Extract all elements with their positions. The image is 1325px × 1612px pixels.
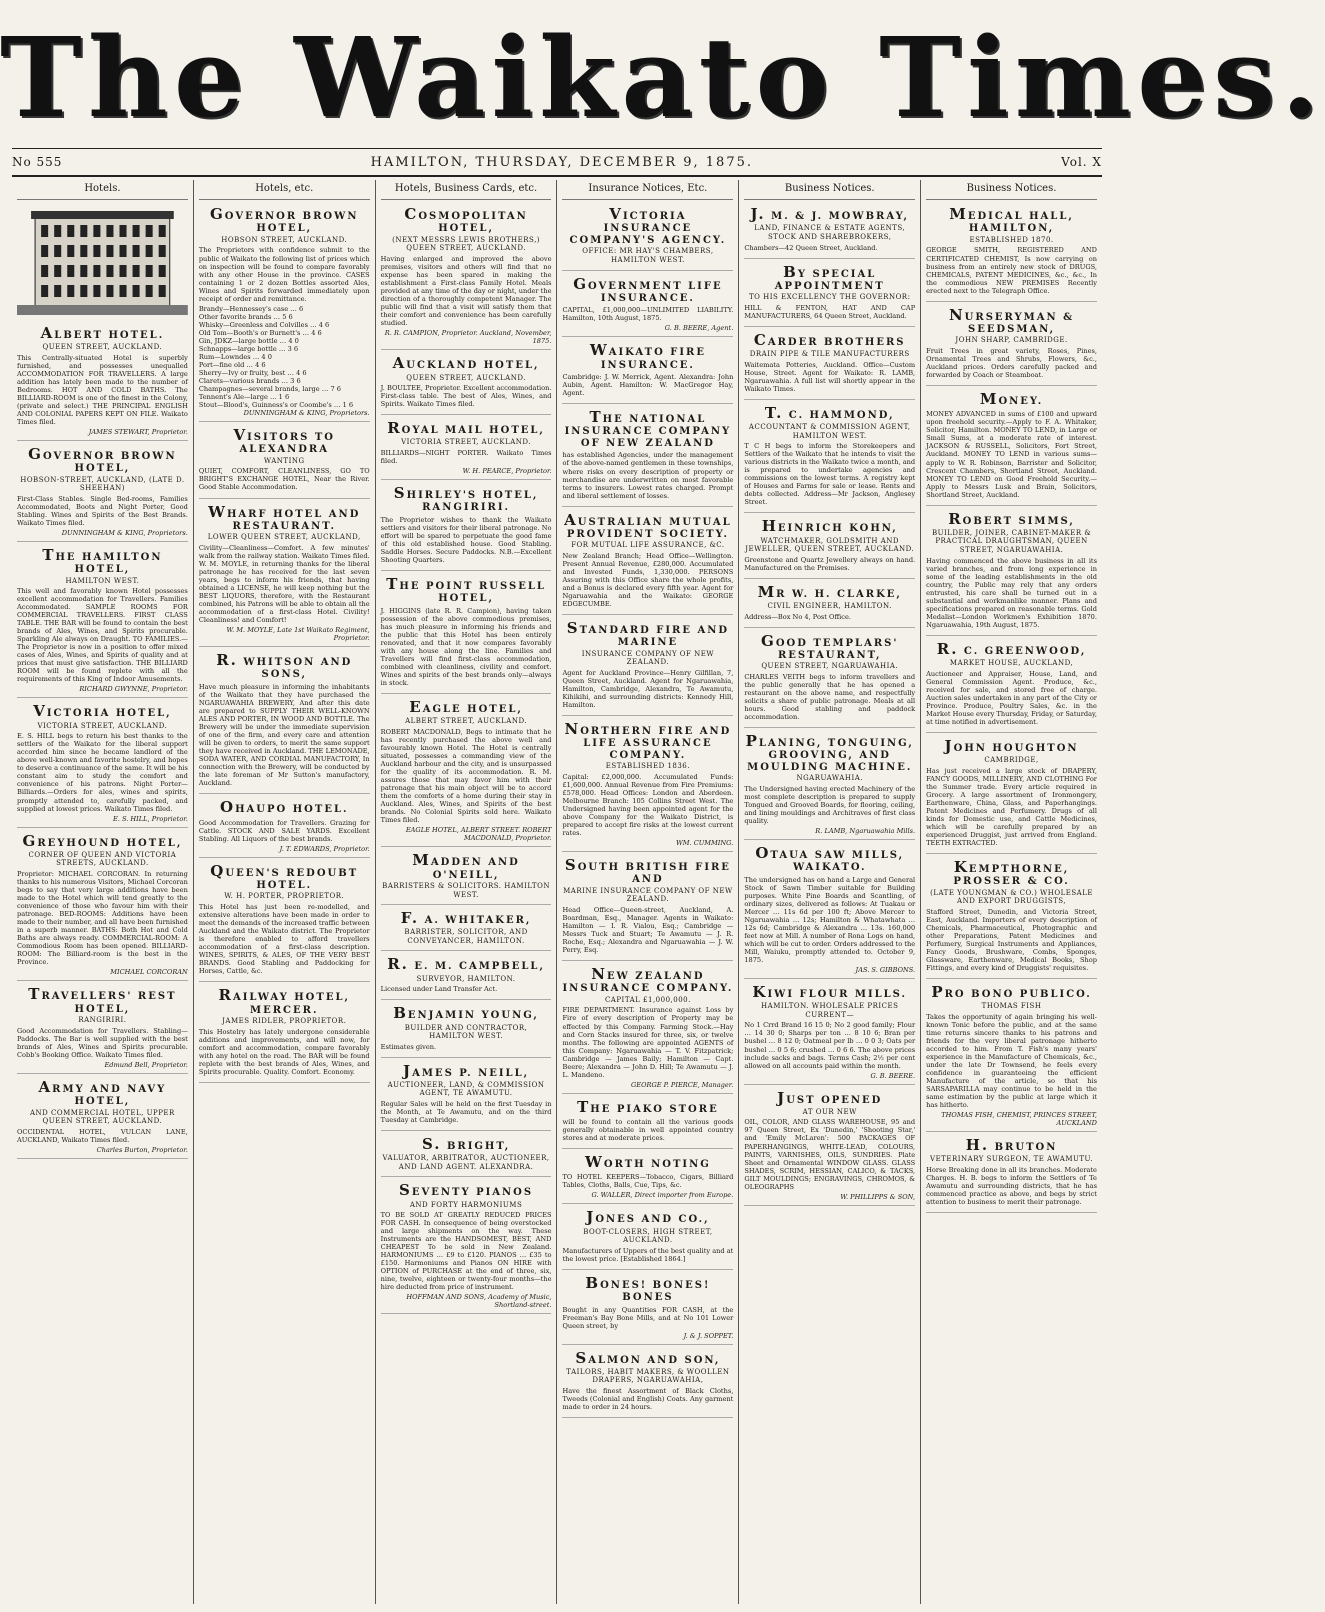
advertisement (562, 963, 733, 1094)
ad-title: H. BRUTON (965, 1136, 1058, 1155)
ad-body: Having commenced the above business in all its varied branches, and from long experience in some of the leading establishments in the old country, the Public may rely that any orders entrusted, his care shall be turned out in a substantial and workmanlike manner. Plans and specifications prepared on reasonable terms. Gold Medalist—London Workmen's Exhibition 1870. Ngaruawahia, 19th August, 1875. (926, 556, 1097, 629)
ad-body: Civility—Cleanliness—Comfort. A few minutes' walk from the railway station. Waikato Times filed. W. M. MOYLE, in returning thanks for the liberal patronage he has received for the last seven years, begs to inform his friends, that having obtained a LICENSE, he will keep nothing but the BEST LIQUORS, therefore, with the Restaurant combined, his Patrons will be able to obtain all the accommodation of a first-class Hotel. Civility! Cleanliness! and Comfort! (198, 543, 370, 625)
ad-title: S. BRIGHT, (421, 1135, 511, 1153)
ad-body: E. S. HILL begs to return his best thanks to the settlers of the Waikato for the liberal support accorded him since he became landlord of the above well-known and favorite hostelry, and hopes to deserve a continuance of the same. It will be his constant aim to study the comfort and convenience of his patrons. Night Porter—Billiards.—Orders for ales, wines and spirits, promptly attended to, carefully packed, and supplied at lowest prices. Waikato Times filed. (17, 732, 188, 813)
column-4 (557, 180, 739, 1604)
ad-body: QUIET, COMFORT, CLEANLINESS, GO TO BRIGHT'S EXCHANGE HOTEL, Near the River. Good Stable Accommodation. (198, 467, 370, 492)
ad-body: Capital: £2,000,000. Accumulated Funds: £1,600,000. Annual Revenue from Fire Premiums: £578,000. Head Offices: London and Aberdeen. Melbourne Branch: 105 Collins Street West. The Undersigned having been appointed agent for the above Company for the Waikato District, is prepared to accept fire risks at the lowest current rates. (562, 772, 734, 838)
advertisement (17, 1076, 188, 1159)
ad-title: PRO BONO PUBLICO. (931, 982, 1092, 1001)
ad-body: Agent for Auckland Province—Henry Gilfillan, 7, Queen Street, Auckland. Agent for Ngaruawahia, Hamilton, Cambridge, Alexandra, Te Awamutu, Kihikihi, and surrounding districts: Kennedy Hill, Hamilton. (562, 668, 734, 710)
ad-title: TRAVELLERS' REST HOTEL, (28, 985, 177, 1015)
ad-title: KIWI FLOUR MILLS. (752, 983, 908, 1002)
ad-title: JONES AND CO., (586, 1208, 710, 1227)
ad-signature: DUNNINGHAM & KING, Proprietors. (243, 409, 370, 418)
columns (12, 180, 1102, 1604)
ad-title: QUEEN'S REDOUBT HOTEL. (210, 861, 359, 891)
ad-subtitle: CIVIL ENGINEER, HAMILTON. (767, 601, 892, 610)
ad-title: ROYAL MAIL HOTEL, (387, 419, 545, 438)
hotel-engraving-image (17, 205, 188, 315)
ad-body: Auctioneer and Appraiser, House, Land, and General Commission Agent. Produce, &c., received for sale, and stored free of charge. Auction sales undertaken in any part of the City or Province. Produce, Poultry Sales, &c. in the Market House every Thursday, Friday, or Saturday, at time notified in advertisement. (926, 669, 1097, 726)
ad-subtitle: HAMILTON. WHOLESALE PRICES CURRENT— (761, 1002, 899, 1019)
advertisement (199, 203, 370, 422)
advertisement (381, 417, 552, 480)
ad-title: VICTORIA HOTEL, (33, 702, 172, 721)
ad-subtitle: QUEEN STREET, AUCKLAND. (406, 373, 526, 382)
ad-body: New Zealand Branch; Head Office—Wellington. Present Annual Revenue, £280,000. Accumulated and Invested Funds, 1,330,000. PERSONS Assuring with this Office share the whole profits, and a Bonus is declared every fifth year. Agent for Ngaruawahia and the Waikato: GEORGE EDGECUMBE. (562, 551, 734, 609)
issue-number: No 555 (12, 155, 63, 169)
ad-subtitle: VETERINARY SURGEON, TE AWAMUTU. (930, 1155, 1094, 1164)
ad-body: CHARLES VEITH begs to inform travellers and the public generally that he has opened a restaurant on the above name, and respectfully solicits a share of public patronage. Meals at all hours. Good stabling and paddock accommodation. (744, 672, 916, 721)
price-row: Tennent's Ale—large … 1 6 (198, 393, 290, 402)
ad-signature: GEORGE P. PIERCE, Manager. (631, 1080, 734, 1089)
ad-body: Manufacturers of Uppers of the best quality and at the lowest price. [Established 1864.] (562, 1246, 734, 1263)
ad-title: OHAUPO HOTEL. (220, 798, 349, 817)
advertisement (562, 854, 733, 961)
advertisement (17, 544, 188, 699)
price-row: Schnapps—large bottle … 3 6 (198, 344, 299, 353)
ad-signature: JAS. S. GIBBONS. (855, 966, 916, 975)
price-row: Stout—Blood's, Guinness's or Coombe's … 1 6 (198, 401, 354, 410)
ad-subtitle: AND FORTY HARMONIUMS (409, 1200, 523, 1209)
ad-body: FIRE DEPARTMENT. Insurance against Loss by Fire of every description of Property may be effected by this Company. Farming Stock.—Hay and Corn Stacks insured for three, six, or twelve months. The following are appointed AGENTS of this Company: Ngaruawahia — T. V. Fitzpatrick; Cambridge — James Baily; Hamilton — Capt. Beere; Alexandra — John D. Hill; Te Awamutu — J. L. Mandeno. (562, 1006, 734, 1079)
ad-title: WAIKATO FIRE INSURANCE. (589, 341, 706, 371)
ad-body: Cambridge: J. W. Merrick, Agent. Alexandra: John Aubin, Agent. Hamilton: W. MacGregor Hay, Agent. (562, 373, 734, 398)
advertisement (17, 443, 188, 542)
ad-signature: HOFFMAN AND SONS, Academy of Music, Shortland-street. (406, 1293, 552, 1310)
ad-signature: E. S. HILL, Proprietor. (112, 814, 188, 823)
ad-body: This Hotel has just been re-modelled, and extensive alterations have been made in order to meet the demands of the increased traffic between Auckland and the Waikato district. The Proprietor is therefore enabled to afford travellers accommodation of a first-class description. WINES, SPIRITS, & ALES, OF THE VERY BEST BRANDS. Good Stabling and Paddocking for Horses, Cattle, &c. (198, 902, 370, 976)
ad-title: THE POINT RUSSELL HOTEL, (386, 575, 546, 605)
advertisement (744, 581, 915, 628)
ad-body: Good Accommodation for Travellers. Grazing for Cattle. STOCK AND SALE YARDS. Excellent Stabling. All Liquors of the best brands. (198, 818, 370, 843)
advertisement (199, 860, 370, 983)
column-heading: Hotels. (17, 180, 188, 200)
ad-subtitle: RANGIRIRI. (78, 1016, 127, 1025)
ad-title: AUCKLAND HOTEL, (392, 354, 540, 373)
advertisement (562, 1096, 733, 1149)
ad-subtitle: LAND, FINANCE & ESTATE AGENTS, STOCK AND SHAREBROKERS, (754, 224, 906, 241)
ad-signature: G. WALLER, Direct importer from Europe. (591, 1191, 734, 1200)
advertisement (744, 203, 915, 258)
advertisement (744, 842, 915, 979)
ad-title: GREYHOUND HOTEL, (22, 831, 183, 850)
advertisement (199, 649, 370, 794)
ad-body: Good Accommodation for Travellers. Stabling—Paddocks. The Bar is well supplied with the best brands of Ales, Wines and Spirits procurable. Cobb's Booking Office. Waikato Times filed. (17, 1026, 188, 1059)
ad-body: OIL, COLOR, AND GLASS WAREHOUSE, 95 and 97 Queen Street, Ex 'Dunedin,' 'Shooting Star,' and 'Emily McLaren': 500 PACKAGES OF PAPERHANGINGS, WHITE-LEAD, COLOURS, PAINTS, VARNISHES, OILS, SUNDRIES. Plate Sheet and Ornamental WINDOW GLASS. GLASS SHADES, SCRIM, HESSIAN, CALICO, & TACKS, GILT MOULDINGS; ENGRAVINGS, CHROMOS, & OLEOGRAPHS (744, 1118, 916, 1191)
advertisement (926, 981, 1097, 1132)
ad-title: BY SPECIAL APPOINTMENT (774, 262, 885, 292)
ad-body: Estimates given. (380, 1042, 437, 1051)
ad-title: F. A. WHITAKER, (400, 909, 532, 928)
column-6 (921, 180, 1102, 1604)
price-row: Gin, JDKZ—large bottle … 4 0 (198, 336, 299, 345)
ad-title: JUST OPENED (777, 1088, 883, 1107)
advertisement (381, 849, 552, 905)
ad-title: WHARF HOTEL AND RESTAURANT. (208, 502, 361, 532)
ad-body: Having enlarged and improved the above premises, visitors and others will find that no expense has been spared in making the establishment a First-class Family Hotel. Meals provided at any time of the day or night, under the direction of a thoroughly competent Manager. The public will find that a visit will satisfy them that their comfort and convenience has been carefully studied. (380, 255, 552, 328)
ad-signature: JAMES STEWART, Proprietor. (88, 427, 188, 436)
ad-title: THE HAMILTON HOTEL, (42, 545, 163, 576)
advertisement (562, 718, 733, 852)
ad-body: TO BE SOLD AT GREATLY REDUCED PRICES FOR CASH. In consequence of being overstocked and large shipments on the way. These Instruments are the HANDSOMEST, BEST, AND CHEAPEST To be sold in New Zealand. HARMONIUMS … £9 to £120. PIANOS … £35 to £150. Harmoniums and Pianos ON HIRE with OPTION of PURCHASE at the end of three, six, nine, twelve, eighteen or twenty-four months—the hire deducted from price of instrument. (380, 1211, 552, 1292)
advertisement (199, 984, 370, 1082)
ad-title: NEW ZEALAND INSURANCE COMPANY. (562, 965, 734, 995)
advertisement (562, 617, 733, 716)
ad-title: SEVENTY PIANOS (399, 1181, 534, 1200)
ad-body: CAPITAL, £1,000,000—UNLIMITED LIABILITY. Hamilton, 10th August, 1875. (562, 306, 734, 323)
ad-body: Horse Breaking done in all its branches. Moderate Charges. H. B. begs to inform the Settlers of Te Awamutu and surrounding districts, that he has commenced practice as above, and begs by strict attention to business to merit their patronage. (926, 1165, 1097, 1207)
ad-body: Head Office—Queen-street, Auckland, A. Boardman, Esq., Manager. Agents in Waikato: Hamilton — I. R. Vialou, Esq.; Cambridge — Messrs Tuck and Stuart; Te Awamutu — J. R. Roche, Esq.; Alexandra and Ngaruawahia — J. W. Perry, Esq. (562, 905, 734, 955)
ad-title: GOVERNOR BROWN HOTEL, (209, 205, 359, 235)
ad-title: EAGLE HOTEL, (409, 698, 523, 717)
advertisement (744, 1087, 915, 1206)
ad-subtitle: AT OUR NEW (802, 1107, 857, 1116)
ad-title: JOHN HOUGHTON (944, 736, 1079, 755)
ad-signature: G. B. BEERE. (870, 1071, 916, 1080)
advertisement (562, 1272, 733, 1345)
advertisement (562, 203, 733, 270)
ad-signature: G. B. BEERE, Agent. (664, 324, 734, 333)
ad-subtitle: ESTABLISHED 1870. (969, 235, 1054, 244)
advertisement (744, 515, 915, 578)
ad-body: J. HIGGINS (late R. R. Campion), having taken possession of the above commodious premises, has much pleasure in informing his friends and the public that this Hotel has been entirely renovated, and that it now compares favorably with any house along the line. Families and Travellers will find first-class accommodation, combined with cleanliness, civility and comfort. Wines and spirits of the best brands only—always in stock. (380, 606, 552, 688)
ad-body: has established Agencies, under the management of the above-named gentlemen in these townships, where risks on every description of property or merchandise are underwritten on most favorable terms to insurers. Lowest rates charged. Prompt and liberal settlement of losses. (562, 451, 734, 500)
advertisement (926, 388, 1097, 506)
ad-body: Chambers—42 Queen Street, Auckland. (744, 243, 878, 252)
advertisement (381, 482, 552, 571)
ad-subtitle: NGARUAWAHIA. (796, 774, 863, 783)
ad-title: CARDER BROTHERS (753, 330, 906, 349)
ad-signature: W. H. PEARCE, Proprietor. (462, 467, 552, 476)
ad-signature: W. M. MOYLE, Late 1st Waikato Regiment, Proprietor. (226, 626, 370, 643)
ad-title: ROBERT SIMMS, (948, 509, 1075, 528)
ad-subtitle: WATCHMAKER, GOLDSMITH AND JEWELLER, QUEEN STREET, AUCKLAND. (745, 536, 915, 554)
issue-date: HAMILTON, THURSDAY, DECEMBER 9, 1875. (370, 154, 753, 170)
ad-title: STANDARD FIRE AND MARINE (566, 619, 730, 649)
ad-title: GOOD TEMPLARS' RESTAURANT, (761, 631, 899, 661)
ad-subtitle: LOWER QUEEN STREET, AUCKLAND, (207, 533, 361, 542)
ad-body: Fruit Trees in great variety, Roses, Pines, Ornamental Trees and Shrubs, Flowers, &c., Auckland prices. Orders carefully packed and forwarded by Coach or Steamboat. (926, 346, 1097, 380)
ad-subtitle: (LATE YOUNGMAN & CO.) WHOLESALE AND EXPORT DRUGGISTS, (930, 888, 1093, 906)
ad-title: PLANING, TONGUING, GROOVING, AND MOULDING MACHINE. (745, 732, 914, 773)
advertisement (926, 735, 1097, 854)
advertisement (744, 730, 915, 840)
price-row: Whisky—Greenless and Colvilles … 4 6 (198, 320, 330, 329)
ad-title: MEDICAL HALL, HAMILTON, (949, 205, 1074, 235)
column-1 (12, 180, 194, 1604)
price-row: Brandy—Hennessey's case … 6 (198, 304, 304, 313)
ad-body: ROBERT MACDONALD, Begs to intimate that he has recently purchased the above well and favourably known Hotel. The Hotel is centrally situated, possesses a commanding view of the Auckland harbour and the city, and is unsurpassed for the quality of its accommodation. R. M. assures those that may favor him with their patronage that his main object will be to accord them the comforts of a home during their stay in Auckland. Ales, Wines, and Spirits of the best brands. No Colonial Spirits sold here. Waikato Times filed. (380, 727, 552, 825)
advertisement (926, 508, 1097, 636)
ad-subtitle: OFFICE: MR HAY'S CHAMBERS, HAMILTON WEST. (582, 247, 714, 264)
ad-body: Address—Box No 4, Post Office. (744, 612, 851, 621)
ad-subtitle: JAMES RIDLER, PROPRIETOR. (222, 1017, 347, 1025)
ad-title: ARMY AND NAVY HOTEL, (38, 1077, 167, 1107)
ad-title: SALMON AND SON, (575, 1348, 721, 1367)
ad-subtitle: TO HIS EXCELLENCY THE GOVERNOR: (749, 293, 911, 302)
ad-subtitle: DRAIN PIPE & TILE MANUFACTURERS (749, 350, 910, 359)
masthead-title: The Waikato Times. (0, 13, 1325, 142)
price-row: Clarets—various brands … 3 6 (198, 376, 301, 385)
ad-subtitle: HAMILTON WEST. (65, 576, 140, 585)
ad-title: J. M. & J. MOWBRAY, (750, 205, 909, 224)
ad-subtitle: ESTABLISHED 1836. (605, 762, 690, 771)
ad-subtitle: ACCOUNTANT & COMMISSION AGENT, HAMILTON WEST. (748, 423, 911, 440)
ad-title: AUSTRALIAN MUTUAL PROVIDENT SOCIETY. (564, 510, 732, 540)
ad-subtitle: VICTORIA STREET, AUCKLAND. (37, 721, 168, 730)
advertisement (562, 1347, 733, 1418)
ad-title: NORTHERN FIRE AND LIFE ASSURANCE COMPANY. (564, 720, 732, 761)
ad-title: JAMES P. NEILL, (403, 1061, 530, 1080)
ad-subtitle: TAILORS, HABIT MAKERS, & WOOLLEN DRAPERS, NGARUAWAHIA, (566, 1367, 730, 1385)
ad-subtitle: HOBSON STREET, AUCKLAND. (221, 235, 348, 244)
ad-body: Proprietor: MICHAEL CORCORAN. In returning thanks to his numerous Visitors, Michael Corcoran begs to say that very large additions have been made to the Hotel which will tend greatly to the convenience of those who favour him with their patronage. BED-ROOMS: Additions have been made to their number, and all have been furnished in a superb manner. BATHS: Both Hot and Cold Baths are always ready. COMMERCIAL-ROOM: A Commodious Room has been opened. BILLIARD-ROOM: The Billiard-room is the best in the Province. (17, 869, 188, 967)
ad-title: OTAUA SAW MILLS, WAIKATO. (755, 843, 905, 874)
dateline (12, 148, 1102, 177)
ad-body: TO HOTEL KEEPERS—Tobacco, Cigars, Billiard Tables, Cloths, Balls, Cue, Tips, &c. (562, 1173, 734, 1190)
ad-subtitle: SURVEYOR, HAMILTON. (416, 974, 516, 983)
column-3 (376, 180, 558, 1604)
ad-body: This well and favorably known Hotel possesses excellent accommodation for Travellers. Families Accommodated. SAMPLE ROOMS FOR COMMERCIAL TRAVELLERS. FIRST CLASS TABLE. THE BAR will be found to contain the best brands of Ales, Wines, and Spirits procurable. Sparkling Ale always on Draught. TO FAMILIES.—The Proprietor is now in a position to offer mixed cases of Ales, Wines, and Spirits of quality and at prices that must give satisfaction. THE BILLIARD ROOM will be found replete with all the requirements of this King of Indoor Amusements. (17, 587, 188, 684)
ad-signature: EAGLE HOTEL, ALBERT STREET. ROBERT MACDONALD, Proprietor. (405, 826, 552, 843)
advertisement (17, 830, 188, 982)
ad-signature: W. PHILLIPPS & SON, (840, 1192, 916, 1201)
ad-subtitle: VALUATOR, ARBITRATOR, AUCTIONEER, AND LAND AGENT. ALEXANDRA. (382, 1154, 550, 1171)
advertisement (562, 509, 733, 616)
advertisement (17, 322, 188, 441)
ad-subtitle: W. H. PORTER, PROPRIETOR. (224, 892, 345, 901)
ad-body: Regular Sales will be held on the first Tuesday in the Month, at Te Awamutu, and on the third Tuesday at Cambridge. (380, 1099, 552, 1124)
ad-title: R. WHITSON AND SONS, (216, 651, 353, 681)
advertisement (926, 304, 1097, 386)
volume-number: Vol. X (1061, 155, 1102, 169)
ad-subtitle: QUEEN STREET, NGARUAWAHIA. (761, 662, 899, 671)
advertisement (744, 261, 915, 327)
ad-body: Bought in any Quantities FOR CASH, at the Freeman's Bay Bone Mills, and at No 101 Lower Queen street, by (562, 1305, 734, 1330)
ad-body: HILL & FENTON, HAT AND CAP MANUFACTURERS, 64 Queen Street, Auckland. (744, 303, 916, 320)
ad-subtitle: ALBERT STREET, AUCKLAND. (405, 717, 528, 726)
ad-signature: Edmund Bell, Proprietor. (104, 1060, 188, 1069)
ad-title: KEMPTHORNE, PROSSER & CO. (953, 857, 1070, 888)
ad-title: RAILWAY HOTEL, MERCER. (218, 986, 350, 1016)
column-heading: Business Notices. (926, 180, 1097, 200)
ad-body: No 1 Crrd Brand 16 15 0; No 2 good family; Flour … 14 30 0; Sharps per ton … 8 10 6; Bran per bushel … 8 12 0; Oatmeal per lb … 0 0 3; Oats per bushel … 0 5 6; crushed … 0 6 6. The above prices include sacks and bags. Terms Cash; 2½ per cent allowed on all accounts paid within the month. (744, 1021, 916, 1070)
advertisement (562, 339, 733, 404)
advertisement (381, 573, 552, 694)
advertisement (744, 402, 915, 514)
ad-subtitle: AUCTIONEER, LAND, & COMMISSION AGENT, TE AWAMUTU. (387, 1080, 545, 1098)
ad-body: GEORGE SMITH, REGISTERED AND CERTIFICATED CHEMIST, Is now carrying on business from an entirely new stock of DRUGS, CHEMICALS, PATENT MEDICINES, &c., &c., In the commodious NEW PREMISES Recently erected next to the Telegraph Office. (926, 246, 1097, 295)
ad-title: R. E. M. CAMPBELL, (387, 955, 545, 974)
advertisement (926, 1134, 1097, 1213)
ad-title: T. C. HAMMOND, (764, 403, 895, 422)
ad-title: GOVERNOR BROWN HOTEL, (28, 444, 177, 475)
advertisement (381, 203, 552, 350)
advertisement (744, 329, 915, 400)
advertisement (199, 424, 370, 498)
ad-subtitle: AND COMMERCIAL HOTEL, UPPER QUEEN STREET, AUCKLAND. (30, 1108, 175, 1126)
ad-body: First-Class Stables. Single Bed-rooms, Families Accommodated, Boots and Night Porter, Good Stabling. Wines and Spirits of the Best Brands. Waikato Times filed. (17, 494, 188, 527)
advertisement (562, 406, 733, 506)
price-row: Rum—Lowndes … 4 0 (198, 352, 272, 361)
ad-signature: MICHAEL CORCORAN (110, 968, 188, 977)
ad-signature: THOMAS FISH, CHEMIST, PRINCES STREET, AUCKLAND (941, 1111, 1097, 1128)
ad-body: This Centrally-situated Hotel is superbly furnished, and possesses unequalled ACCOMMODATION FOR TRAVELLERS. A large addition has lately been made to the number of Bedrooms. HOT AND COLD BATHS. The BILLIARD-ROOM is one of the finest in the Colony, (private and select.) THE PRINCIPAL ENGLISH AND COLONIAL PAPERS KEPT ON FILE. Waikato Times filed. (17, 353, 188, 426)
ad-subtitle: BOOT-CLOSERS, HIGH STREET, AUCKLAND. (583, 1227, 713, 1245)
column-5 (739, 180, 921, 1604)
ad-title: MONEY. (979, 390, 1044, 409)
ad-subtitle: QUEEN STREET, AUCKLAND. (42, 342, 163, 351)
ad-signature: J. & J. SOPPET. (683, 1331, 734, 1340)
column-heading: Business Notices. (744, 180, 915, 200)
ad-body: Have much pleasure in informing the inhabitants of the Waikato that they have purchased the NGARUAWAHIA BREWERY, And after this date are prepared to SUPPLY THEIR WELL-KNOWN ALES AND PORTER, IN WOOD AND BOTTLE. The Brewery will be under the immediate supervision of one of the firm, and every care and attention will be given to orders, to merit the same support they have received in Auckland. THE LEMONADE, SODA WATER, AND CORDIAL MANUFACTORY, In connection with the Brewery, will be conducted by the late foreman of Mr Sutton's manufactory, Auckland. (198, 682, 370, 788)
price-row: Other favorite brands … 5 6 (198, 312, 293, 321)
ad-body: Greenstone and Quartz Jewellery always on hand. Manufactured on the Premises. (744, 555, 916, 572)
advertisement (381, 907, 552, 951)
column-2 (194, 180, 376, 1604)
ad-title: BONES! BONES! BONES (585, 1273, 711, 1304)
advertisement (199, 501, 370, 648)
ad-subtitle: CORNER OF QUEEN AND VICTORIA STREETS, AUCKLAND. (28, 850, 177, 868)
ad-body: T C H begs to inform the Storekeepers and Settlers of the Waikato that he intends to visit the various districts in the Waikato twice a month, and is prepared to undertake agencies and commissions on the lowest terms. A registry kept of Houses and Farms for sale or lease. Rents and debts collected. Address—Mr Jackson, Anglesey Street. (744, 442, 916, 507)
ad-title: ALBERT HOTEL. (40, 323, 165, 342)
ad-title: COSMOPOLITAN HOTEL, (404, 205, 528, 235)
ad-signature: WM. CUMMING. (675, 839, 734, 848)
ad-subtitle: BUILDER, JOINER, CABINET-MAKER & PRACTICAL DRAUGHTSMAN, QUEEN STREET, NGARUAWAHIA. (931, 528, 1092, 554)
advertisement (381, 1133, 552, 1177)
ad-title: BENJAMIN YOUNG, (393, 1004, 539, 1023)
advertisement (17, 700, 188, 827)
ad-subtitle: FOR MUTUAL LIFE ASSURANCE, &C. (571, 541, 725, 550)
advertisement (381, 352, 552, 415)
advertisement (926, 638, 1097, 733)
advertisement (381, 953, 552, 1000)
ad-title: R. C. GREENWOOD, (936, 639, 1087, 658)
ad-subtitle: BARRISTER, SOLICITOR, AND CONVEYANCER, HAMILTON. (404, 928, 528, 945)
ad-title: NURSERYMAN & SEEDSMAN, (948, 305, 1075, 335)
ad-signature: Charles Burton, Proprietor. (96, 1145, 188, 1154)
ad-body: OCCIDENTAL HOTEL, VULCAN LANE, AUCKLAND, Waikato Times filed. (17, 1127, 188, 1144)
ad-title: SOUTH BRITISH FIRE AND (564, 856, 731, 886)
ad-title: MR W. H. CLARKE, (757, 582, 902, 601)
ad-subtitle: MARKET HOUSE, AUCKLAND, (949, 659, 1074, 668)
ad-subtitle: MARINE INSURANCE COMPANY OF NEW ZEALAND. (563, 886, 733, 904)
ad-body: The Proprietor wishes to thank the Waikato settlers and visitors for their liberal patronage. No effort will be spared to perpetuate the good fame of this old established house. Good Stabling. Saddle Horses. Secure Paddocks. N.B.—Excellent Shooting Quarters. (380, 515, 552, 564)
advertisement (744, 981, 915, 1085)
ad-body: This Hostelry has lately undergone considerable additions and improvements, and will now, for comfort and accommodation, compare favorably with any hotel on the road. The BAR will be found replete with the best brands of Ales, Wines, and Spirits procurable. Quality. Comfort. Economy. (198, 1027, 370, 1076)
advertisement (562, 273, 733, 338)
ad-signature: R. R. CAMPION, Proprietor. Auckland, November, 1875. (384, 329, 552, 346)
advertisement (199, 796, 370, 857)
ad-title: HEINRICH KOHN, (761, 517, 898, 536)
ad-title: VISITORS TO ALEXANDRA (233, 426, 336, 456)
ad-subtitle: BUILDER AND CONTRACTOR, HAMILTON WEST. (404, 1023, 528, 1041)
ad-signature: R. LAMB, Ngaruawahia Mills. (815, 826, 916, 835)
advertisement (381, 1002, 552, 1057)
ad-subtitle: THOMAS FISH (981, 1002, 1042, 1011)
ad-title: THE NATIONAL INSURANCE COMPANY OF NEW ZEALAND (564, 408, 732, 449)
column-heading: Insurance Notices, Etc. (562, 180, 733, 200)
advertisement (381, 1060, 552, 1131)
ad-body: J. BOULTEE, Proprietor. Excellent accommodation. First-class table. The best of Ales, Wines, and Spirits. Waikato Times filed. (380, 384, 552, 409)
ad-subtitle: (NEXT MESSRS LEWIS BROTHERS,) QUEEN STREET, AUCKLAND. (392, 235, 541, 253)
ad-signature: RICHARD GWYNNE, Proprietor. (79, 685, 188, 694)
ad-subtitle: VICTORIA STREET, AUCKLAND. (401, 438, 532, 447)
advertisement (381, 696, 552, 847)
ad-body: MONEY ADVANCED in sums of £100 and upward upon freehold security.—Apply to F. A. Whitaker, Solicitor, Hamilton. MONEY TO LEND, in Large or Small Sums, at a moderate rate of interest. JACKSON & RUSSELL, Solicitors, Fort Street, Auckland. MONEY TO LEND in various sums—apply to W. R. Robinson, Barrister and Solicitor, Crescent Chambers, Shortland Street, Auckland. MONEY TO LEND on Good Freehold Security.—Apply to Messrs Lusk and Brain, Solicitors, Shortland Street, Auckland. (926, 410, 1097, 499)
ad-body: The undersigned has on hand a Large and General Stock of Sawn Timber suitable for Building purposes. White Pine Boards and Scantling, of ordinary sizes, delivered as follows: At Tuakau or Mercer … 11s 6d per 100 ft; Above Mercer to Ngaruawahia … 12s; Hamilton & Whatawhata … 12s 6d; Cambridge & Alexandra … 13s. 160,000 feet now at Mill. A number of Rona Logs on hand, which will be cut to order. Orders addressed to the Mill, Waiuku, promptly attended to. October 9, 1875. (744, 875, 916, 965)
ad-body: Takes the opportunity of again bringing his well-known Tonic before the public, and at the same time returns sincere thanks to his patrons and friends for the very liberal patronage hitherto accorded to him. From T. Fish's many years' experience in the Manufacture of Chemicals, &c., under the late Dr Townsend, he feels every confidence in guaranteeing the efficient Manufacture of the article, so that his SARSAPARILLA may continue to be held in the same estimation by the public at large which it has hitherto. (926, 1012, 1097, 1110)
ad-signature: J. T. EDWARDS, Proprietor. (279, 844, 370, 853)
ad-body: Have the finest Assortment of Black Cloths, Tweeds (Colonial and English) Coats. Any garment made to order in 24 hours. (562, 1387, 734, 1412)
price-row: Champagnes—several brands, large … 7 6 (198, 385, 341, 393)
price-row: Port—fine old … 4 6 (198, 360, 266, 369)
column-heading: Hotels, Business Cards, etc. (381, 180, 552, 200)
ad-title: SHIRLEY'S HOTEL, RANGIRIRI. (393, 484, 539, 514)
ad-subtitle: BARRISTERS & SOLICITORS. HAMILTON WEST. (382, 882, 550, 899)
advertisement (381, 1179, 552, 1314)
advertisement (562, 1206, 733, 1269)
advertisement (17, 983, 188, 1073)
ad-title: WORTH NOTING (585, 1153, 711, 1172)
ad-body: Waitemata Potteries, Auckland. Office—Custom House, Street. Agent for Waikato: R. LAMB, Ngaruawahia. A full list will shortly appear in the Waikato Times. (744, 360, 916, 393)
ad-title: GOVERNMENT LIFE INSURANCE. (573, 274, 723, 304)
ad-subtitle: JOHN SHARP, CAMBRIDGE. (955, 336, 1068, 345)
ad-body: The Undersigned having erected Machinery of the most complete description is prepared to supply Tongued and Grooved Boards, for flooring, ceiling, and lining mouldings and Architraves of first class quality. (744, 784, 916, 825)
ad-signature: DUNNINGHAM & KING, Proprietors. (61, 528, 188, 537)
advertisement (926, 856, 1097, 979)
ad-body: BILLIARDS—NIGHT PORTER. Waikato Times filed. (380, 449, 552, 466)
ad-subtitle: INSURANCE COMPANY OF NEW ZEALAND. (581, 649, 715, 667)
ad-subtitle: CAMBRIDGE, (984, 756, 1039, 765)
price-row: Sherry—Ivy or fruity, best … 4 6 (198, 368, 307, 377)
ad-body: will be found to contain all the various goods generally obtainable in well appointed country stores and at moderate prices. (562, 1118, 734, 1143)
ad-subtitle: CAPITAL £1,000,000. (604, 995, 691, 1004)
ad-title: VICTORIA INSURANCE COMPANY'S AGENCY. (569, 205, 727, 246)
ad-body: Has just received a large stock of DRAPERY, FANCY GOODS, MILLINERY, AND CLOTHING For the Summer trade. Every article required in Grocery. A large assortment of Ironmongery, Earthenware, China, Glass, and Paperhangings. Patent Medicines and Perfumery. Drugs of all kinds for Domestic use, and Cattle Medicines, which will be carefully prepared by an experienced Druggist, just arrived from England. TEETH EXTRACTED. (926, 766, 1097, 847)
column-heading: Hotels, etc. (199, 180, 370, 200)
advertisement (926, 203, 1097, 301)
ad-body: Stafford Street, Dunedin, and Victoria Street, East, Auckland. Importers of every description of Chemicals, Pharmaceutical, Photographic and other Preparations, Patent Medicines and Perfumery, Surgical Instruments and Appliances, Fancy Goods, Brushware, Combs, Sponges, Glassware, Earthenware, Medical Books, Shop Fittings, and every kind of Druggists' requisites. (926, 907, 1097, 972)
price-row: Old Tom—Booth's or Burnett's … 4 6 (198, 328, 322, 337)
advertisement (562, 1151, 733, 1204)
advertisement (744, 630, 915, 728)
ad-title: THE PIAKO STORE (577, 1097, 719, 1116)
ad-body: The Proprietors with confidence submit to the public of Waikato the following list of prices which on inspection will be found to compare favorably with any other House in the province. CASES containing 1 or 2 dozen Bottles assorted Ales, Wines and Spirits forwarded immediately upon receipt of order and remittance. (198, 246, 370, 303)
ad-subtitle: HOBSON-STREET, AUCKLAND, (LATE D. SHEEHAN) (20, 475, 185, 493)
ad-subtitle: WANTING (263, 456, 305, 465)
ad-body: Licensed under Land Transfer Act. (380, 985, 498, 994)
ad-title: MADDEN AND O'NEILL, (412, 851, 520, 881)
